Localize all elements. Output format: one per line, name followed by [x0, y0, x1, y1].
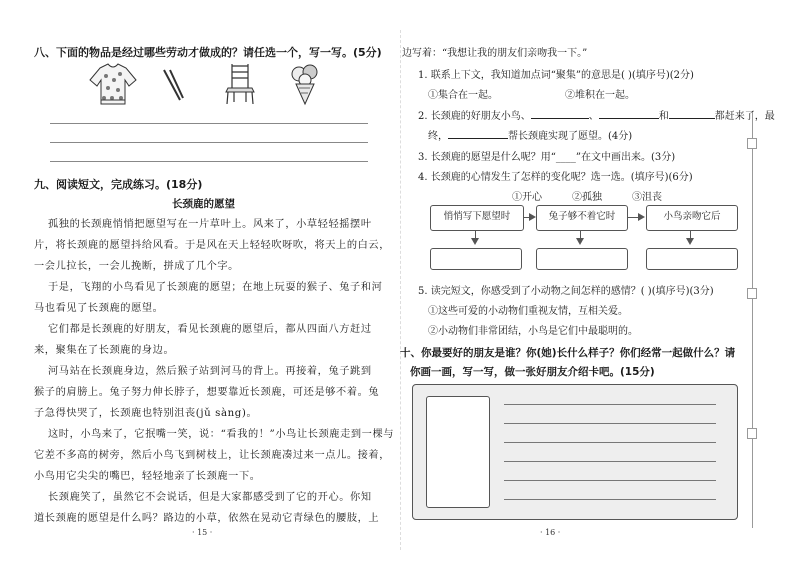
story-line: 猴子的肩膀上。兔子努力伸长脖子，想要靠近长颈鹿，可还是够不着。兔 [34, 387, 380, 398]
q2-part: 2. 长颈鹿的好朋友小鸟、 [418, 111, 531, 122]
q2-part: 和 [658, 111, 669, 122]
binding-tab [747, 288, 757, 299]
answer-line[interactable] [50, 161, 368, 162]
answer-blank[interactable] [448, 129, 508, 139]
question-2-line-2 [428, 127, 632, 142]
flow-arrow [471, 238, 479, 245]
q5-option-2[interactable]: ②小动物们非常团结，小鸟是它们中最聪明的。 [428, 326, 638, 337]
binding-tab [747, 428, 757, 439]
answer-line[interactable] [504, 423, 716, 424]
answer-line[interactable] [504, 499, 716, 500]
continued-story-line: 边写着：“我想让我的朋友们亲吻我一下。” [402, 48, 588, 59]
story-line: 长颈鹿笑了，虽然它不会说话，但是大家都感受到了它的开心。你知 [48, 492, 372, 503]
answer-line[interactable] [50, 142, 368, 143]
story-line: 它们都是长颈鹿的好朋友，看见长颈鹿的愿望后，都从四面八方赶过 [48, 324, 372, 335]
story-title: 长颈鹿的愿望 [172, 198, 235, 210]
section-10-title: 十、你最要好的朋友是谁？你(她)长什么样子？你们经常一起做什么？请 [400, 347, 736, 359]
question-5: 5. 读完短文，你感受到了小动物之间怎样的感情？( )(填序号)(3分) [418, 286, 714, 297]
binding-tab [747, 138, 757, 149]
story-line: 道长颈鹿的愿望是什么吗？路边的小草，依然在晃动它青绿色的腰肢，上 [34, 513, 380, 524]
story-line: 一会儿拉长，一会儿挽断，拼成了几个字。 [34, 261, 239, 272]
story-line: 它差不多高的树旁，然后小鸟飞到树枝上，让长颈鹿凑过来一点儿。接着， [34, 450, 390, 461]
right-page [400, 0, 800, 566]
section-9-title: 九、阅读短文，完成练习。(18分) [34, 178, 203, 191]
page-number: · 16 · [540, 528, 561, 537]
chopsticks-icon [160, 68, 186, 102]
story-line: 片，将长颈鹿的愿望抖给风看。于是风在天上轻轻吹呀吹，将天上的白云， [34, 240, 390, 251]
story-line: 河马站在长颈鹿身边，然后猴子站到河马的背上。再接着，兔子跳到 [48, 366, 372, 377]
question-1: 1. 联系上下文，我知道加点词“聚集”的意思是( )(填序号)(2分) [418, 70, 694, 81]
flow-arrow [529, 213, 536, 221]
answer-blank[interactable] [669, 109, 715, 119]
chair-icon [222, 62, 258, 106]
q5-option-1[interactable]: ①这些可爱的小动物们重视友情，互相关爱。 [428, 306, 628, 317]
q1-option-1[interactable]: ①集合在一起。 [428, 90, 498, 101]
story-line: 小鸟用它尖尖的嘴巴，轻轻地亲了长颈鹿一下。 [34, 471, 261, 482]
flow-arrow [638, 213, 645, 221]
story-line: 马也看见了长颈鹿的愿望。 [34, 303, 164, 314]
story-line: 子急得快哭了，长颈鹿也特别沮丧(jǔ sàng)。 [34, 408, 258, 419]
story-line: 这时，小鸟来了，它抿嘴一笑，说：“看我的！”小鸟让长颈鹿走到一棵与 [48, 429, 395, 440]
story-line: 于是，飞翔的小鸟看见了长颈鹿的愿望；在地上玩耍的猴子、兔子和河 [48, 282, 383, 293]
page-number: · 15 · [192, 528, 213, 537]
section-8-title: 八、下面的物品是经过哪些劳动才做成的？请任选一个，写一写。(5分) [34, 46, 382, 59]
sweater-icon [86, 60, 140, 108]
q2-part: 终， [428, 131, 448, 142]
q4-option: ①开心 [512, 192, 542, 203]
q1-option-2[interactable]: ②堆积在一起。 [565, 90, 635, 101]
q4-option: ②孤独 [572, 192, 602, 203]
section-10-title-line-2: 你画一画，写一写，做一张好朋友介绍卡吧。(15分) [410, 366, 655, 378]
answer-line[interactable] [504, 404, 716, 405]
question-4: 4. 长颈鹿的心情发生了怎样的变化呢？选一选。(填序号)(6分) [418, 172, 693, 183]
flow-arrow [576, 238, 584, 245]
answer-line[interactable] [504, 480, 716, 481]
q4-option: ③沮丧 [632, 192, 662, 203]
drawing-area[interactable] [426, 396, 490, 508]
question-3: 3. 长颈鹿的愿望是什么呢？用“____”在文中画出来。(3分) [418, 152, 676, 163]
answer-box[interactable] [430, 248, 522, 270]
ice-cream-icon [288, 62, 322, 106]
mood-stage-box: 小鸟亲吻它后 [646, 205, 738, 231]
binding-margin-line [752, 112, 753, 528]
q2-part: 、 [588, 111, 599, 122]
story-line: 孤独的长颈鹿悄悄把愿望写在一片草叶上。风来了，小草轻轻摇摆叶 [48, 219, 372, 230]
flow-arrow [686, 238, 694, 245]
mood-stage-box: 悄悄写下愿望时 [430, 205, 524, 231]
mood-stage-box: 兔子够不着它时 [536, 205, 628, 231]
answer-line[interactable] [504, 442, 716, 443]
answer-line[interactable] [504, 461, 716, 462]
answer-box[interactable] [646, 248, 738, 270]
story-line: 来，聚集在了长颈鹿的身边。 [34, 345, 175, 356]
answer-blank[interactable] [599, 109, 659, 119]
answer-line[interactable] [50, 123, 368, 124]
q2-part: 帮长颈鹿实现了愿望。(4分) [508, 131, 633, 142]
answer-blank[interactable] [531, 109, 589, 119]
answer-box[interactable] [536, 248, 628, 270]
q2-part: 都赶来了，最 [714, 111, 775, 122]
question-2 [418, 107, 775, 122]
